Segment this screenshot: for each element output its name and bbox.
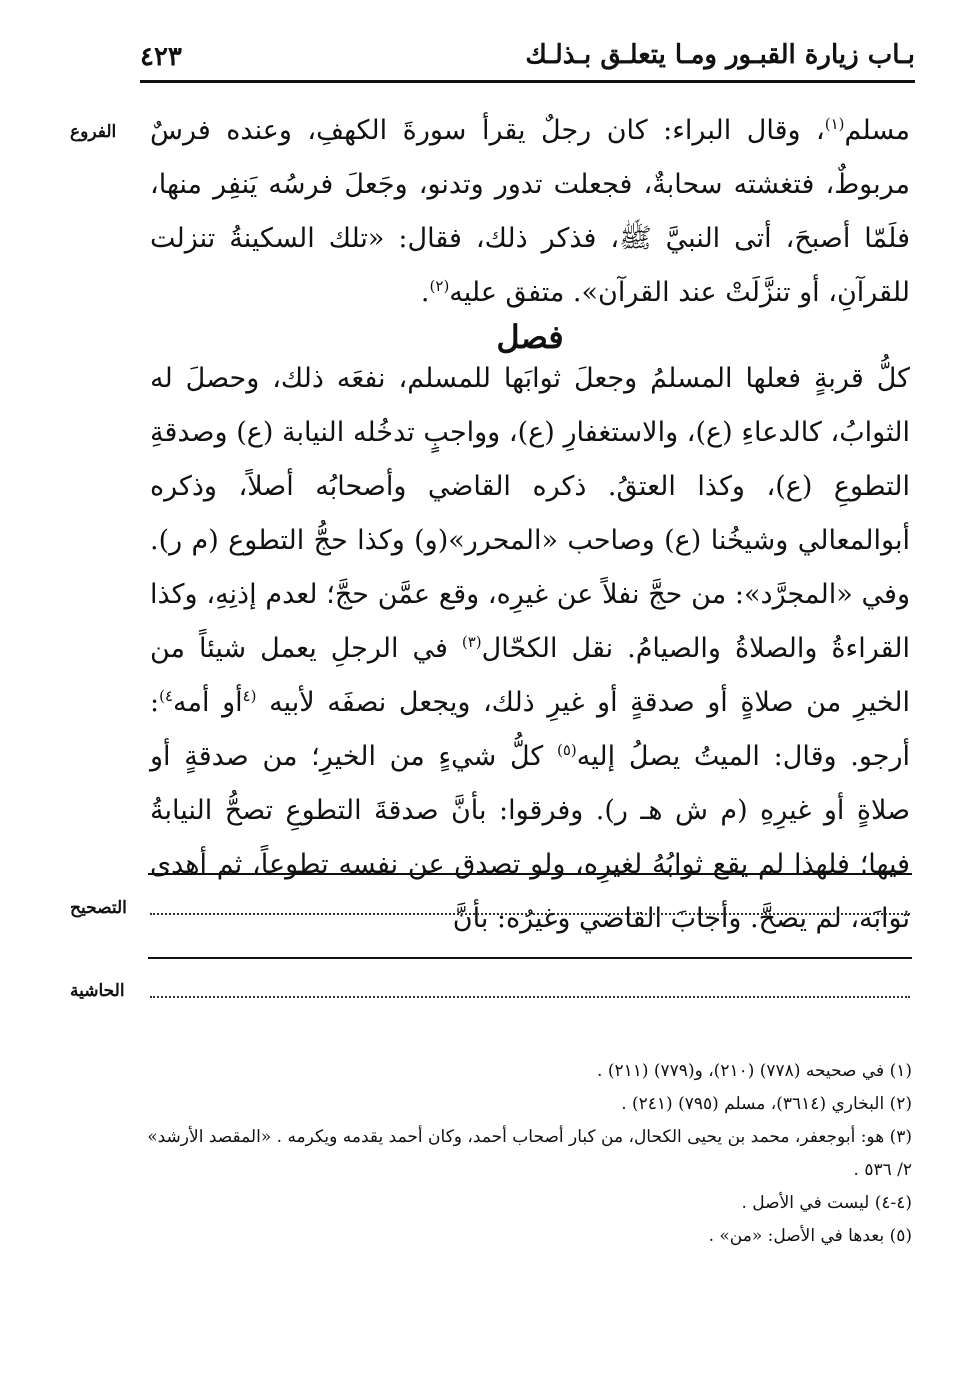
para1-text-2: ، وقال البراء: كان رجلٌ يقرأ سورةَ الكهفِ، وعنده فرسٌ مربوطٌ، فتغشته سحابةٌ، فجعلت تدور وتدنو، وجَعلَ فرسُه يَنفِر منها، فلَمّا أصبحَ، أتى النبيَّ ﷺ، فذكر ذلك، فقال: «تلك السكينةُ تنزلت للقرآنِ، أو تنزَّلَتْ عند القرآن». متفق عليه: [150, 115, 910, 308]
para1-text-3: .: [420, 277, 430, 308]
middle-rule: [148, 957, 912, 959]
footnote-3-continued: ٢/ ٥٣٦ .: [853, 1160, 912, 1180]
footnote-5: (٥) بعدها في الأصل: «من» .: [708, 1226, 912, 1246]
para2-text-1: كلُّ قربةٍ فعلها المسلمُ وجعلَ ثوابَها للمسلم، نفعَه ذلك، وحصلَ له الثوابُ، كالدعاءِ (ع)، والاستغفارِ (ع)، وواجبٍ تدخُله النيابة (ع) وصدقةِ التطوعِ (ع)، وكذا العتقُ. ذكره القاضي وأصحابُه أصلاً، وذكره أبوالمعالي وشيخُنا (ع) وصاحب «المحرر»(و) وكذا حجُّ التطوع (م ر). وفي «المجرَّد»: من حجَّ نفلاً عن غيرِه، وقع عمَّن حجَّ؛ لعدم إذنِهِ، وكذا القراءةُ والصلاةُ والصيامُ. نقل الكحّال: [150, 363, 910, 664]
paragraph-1: [150, 104, 910, 320]
footnote-ref-5: (٥): [556, 741, 577, 759]
section-heading: فصل: [496, 318, 564, 356]
side-label-tashih: التصحيح: [70, 898, 127, 918]
footnote-4: (٤-٤) ليست في الأصل .: [741, 1193, 912, 1213]
para2-text-2: في الرجلِ يعمل شيئاً من الخيرِ من صلاةٍ أو صدقةٍ أو غيرِ ذلك، ويجعل نصفَه لأبيه: [150, 633, 910, 718]
para1-text-1: مسلم: [844, 115, 910, 146]
tashih-line: [150, 913, 910, 915]
para2-text-3: أو أمه: [173, 687, 243, 718]
footnote-3: (٣) هو: أبوجعفر، محمد بن يحيى الكحال، من كبار أصحاب أحمد، وكان أحمد يقدمه ويكرمه . «المقصد الأرشد»: [147, 1127, 912, 1147]
footnote-ref-4-start: (٤: [242, 687, 257, 705]
footnote-2: (٢) البخاري (٣٦١٤)، مسلم (٧٩٥) (٢٤١) .: [621, 1094, 912, 1114]
side-label-furu: الفروع: [70, 122, 117, 142]
page-header: [140, 38, 915, 78]
footnote-ref-3: (٣): [461, 633, 482, 651]
footnote-ref-2: (٢): [429, 277, 450, 295]
header-rule: [140, 80, 915, 83]
para2-text-4: : أرجو. وقال: الميتُ يصلُ إليه: [150, 687, 911, 772]
footnote-ref-1: (١): [824, 115, 845, 133]
side-label-hashiya: الحاشية: [70, 981, 125, 1001]
paragraph-2: [150, 352, 910, 946]
footnote-ref-4-end: ٤): [159, 687, 174, 705]
running-title: بـاب زيارة القبـور ومـا يتعلـق بـذلـك: [525, 40, 915, 70]
para2-text-5: كلُّ شيءٍ من الخيرِ؛ من صدقةٍ أو صلاةٍ أو غيرِهِ (م ش هـ ر). وفرقوا: بأنَّ صدقةَ التطوعِ تصحُّ النيابةُ فيها؛ فلهذا لم يقع ثوابُهُ لغيرِه، ولو تصدق عن نفسه تطوعاً، ثم أهدى ثوابَه، لم يصحَّ. وأجابَ القاضي وغيرُه: بأنَّ: [150, 741, 910, 934]
body-end-rule: [148, 873, 912, 875]
page-number: ٤٢٣: [140, 42, 182, 72]
hashiya-line: [150, 996, 910, 998]
footnotes: [140, 1055, 912, 1253]
footnote-1: (١) في صحيحه (٧٧٨) (٢١٠)، و(٧٧٩) (٢١١) .: [597, 1061, 912, 1081]
